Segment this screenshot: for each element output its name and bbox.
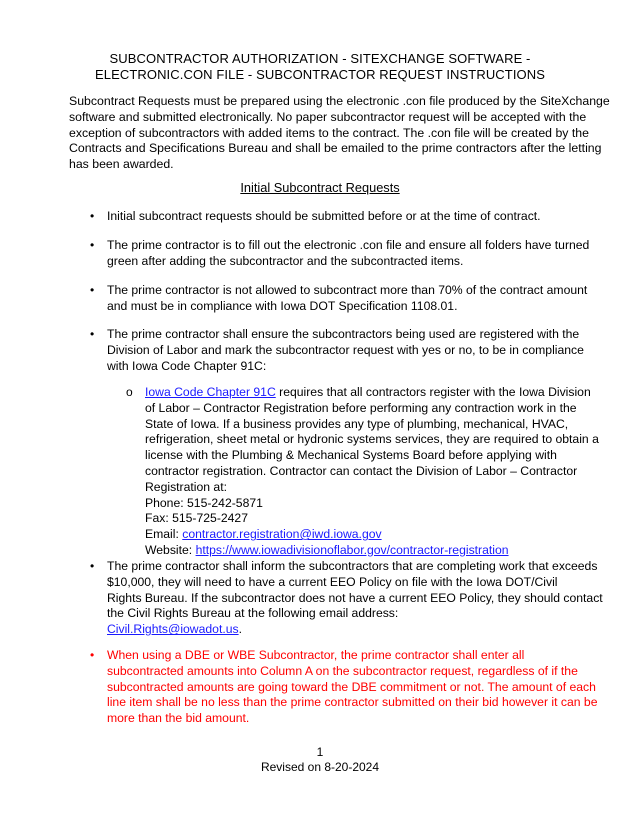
bullet-marker: • <box>90 559 95 573</box>
sub-item-line: contractor registration. Contractor can contact the Division of Labor – Contractor <box>145 463 578 478</box>
bullet-line: $10,000, they will need to have a current EEO Policy on file with the Iowa DOT/Civil <box>107 574 558 589</box>
website-label: Website: <box>145 542 196 557</box>
bullet-line: with Iowa Code Chapter 91C: <box>107 358 267 373</box>
bullet-line: the Civil Rights Bureau at the following email address: <box>107 606 399 621</box>
revised-date: Revised on 8-20-2024 <box>260 760 380 774</box>
bullet-line: The prime contractor shall ensure the subcontractors being used are registered with the <box>107 327 580 341</box>
sub-item-line: Registration at: <box>145 479 227 494</box>
bullet-line: subcontracted amounts into Column A on the subcontractor request, regardless of if the <box>107 663 578 678</box>
iowa-code-chapter-link[interactable]: Iowa Code Chapter 91C <box>145 385 276 399</box>
email-line <box>145 527 575 543</box>
bullet-eeo-policy <box>107 559 603 638</box>
sub-item-line: of Labor – Contractor Registration before performing any contraction work in the <box>145 400 577 415</box>
bullet-marker: • <box>90 327 95 341</box>
email-label: Email: <box>145 527 183 542</box>
bullet-line: When using a DBE or WBE Subcontractor, the prime contractor shall enter all <box>107 648 525 662</box>
sub-item-line: license with the Plumbing & Mechanical Systems Board before applying with <box>145 448 557 463</box>
fax-number: Fax: 515-725-2427 <box>145 511 248 526</box>
intro-line: exception of subcontractors with added items to the contract. The .con file will be created by the <box>69 125 589 140</box>
bullet-line: Initial subcontract requests should be submitted before or at the time of contract. <box>107 209 541 223</box>
bullet-line: Division of Labor and mark the subcontractor request with yes or no, to be in compliance <box>107 342 584 357</box>
sub-item-registration <box>145 385 599 559</box>
website-line <box>145 543 575 559</box>
civil-rights-email-link[interactable]: Civil.Rights@iowadot.us <box>107 622 239 637</box>
sub-item-first-line <box>145 385 591 401</box>
bullet-division-of-labor <box>107 327 584 374</box>
bullet-initial-requests <box>107 209 577 225</box>
bullet-line: Rights Bureau. If the subcontractor does not have a current EEO Policy, they should contact <box>107 590 603 605</box>
bullet-line: The prime contractor shall inform the subcontractors that are completing work that exceeds <box>107 559 598 573</box>
intro-line: software and submitted electronically. No paper subcontractor request will be accepted with the <box>69 109 587 124</box>
registration-email-link[interactable]: contractor.registration@iwd.iowa.gov <box>182 527 382 542</box>
bullet-fill-con-file <box>107 238 590 270</box>
bullet-line: subcontracted amounts are going toward the DBE commitment or not. The amount of each <box>107 679 596 694</box>
bullet-line: The prime contractor is to fill out the electronic .con file and ensure all folders have turned <box>107 238 590 252</box>
sub-bullet-marker: o <box>126 385 133 399</box>
phone-number: Phone: 515-242-5871 <box>145 495 263 510</box>
bullet-marker: • <box>90 209 95 223</box>
intro-line: Subcontract Requests must be prepared using the electronic .con file produced by the SiteXchange <box>69 94 610 108</box>
intro-paragraph <box>69 94 610 173</box>
registration-website-link[interactable]: https://www.iowadivisionoflabor.gov/contractor-registration <box>195 542 509 557</box>
bullet-line: and must be in compliance with Iowa DOT Specification 1108.01. <box>107 298 458 313</box>
sub-item-first-line-text: requires that all contractors register with the Iowa Division <box>275 385 591 399</box>
civil-rights-email-line <box>107 622 577 638</box>
sub-item-line: refrigeration, sheet metal or hydronic systems services, they are required to obtain a <box>145 432 599 447</box>
sub-item-line: State of Iowa. If a business provides any type of plumbing, mechanical, HVAC, <box>145 416 569 431</box>
bullet-marker: • <box>90 283 95 297</box>
intro-line: has been awarded. <box>69 157 174 172</box>
section-heading: Initial Subcontract Requests <box>240 180 400 195</box>
bullet-line: The prime contractor is not allowed to subcontract more than 70% of the contract amount <box>107 283 588 297</box>
intro-line: Contracts and Specifications Bureau and shall be emailed to the prime contractors after the letting <box>69 141 602 156</box>
bullet-dbe-wbe <box>107 648 598 727</box>
email-suffix: . <box>238 622 242 637</box>
bullet-marker: • <box>90 648 95 662</box>
bullet-marker: • <box>90 238 95 252</box>
document-title-line-1: SUBCONTRACTOR AUTHORIZATION - SITEXCHANGE SOFTWARE - <box>109 51 531 66</box>
document-title-line-2: ELECTRONIC.CON FILE - SUBCONTRACTOR REQUEST INSTRUCTIONS <box>94 67 546 82</box>
bullet-line: more than the bid amount. <box>107 711 250 726</box>
bullet-line: green after adding the subcontractor and the subcontracted items. <box>107 253 464 268</box>
bullet-70-percent <box>107 283 588 315</box>
page-number: 1 <box>316 745 324 759</box>
bullet-line: line item shall be no less than the prime contractor submitted on their bid however it can be <box>107 695 598 710</box>
